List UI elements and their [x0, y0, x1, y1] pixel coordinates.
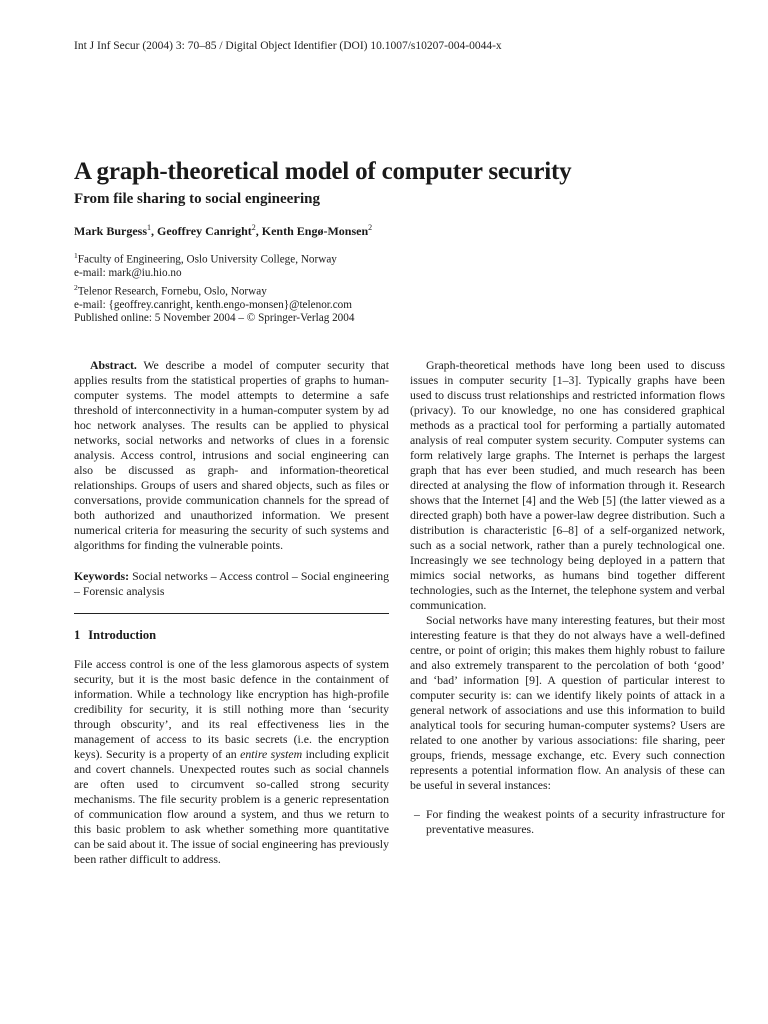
section-number: 1	[74, 628, 81, 642]
section-title: Introduction	[88, 628, 157, 642]
body-paragraph: Graph-theoretical methods have long been used to discuss issues in computer security [1–3]. Typically graphs have been used to discuss trust relationships and restricted information flows (privacy). To our knowledge, no one has considered graphical methods as a practical tool for performing a partially automated analysis of real computer system security. Computer systems can form relatively large graphs. The Internet is perhaps the largest graph that has ever been studied, and much research has been directed at analysing the flow of information through it. Research shows that the Internet [4] and the Web [5] (the latter viewed as a directed graph) both have a power-law degree distribution. Such a distribution is characteristic [6–8] of a self-organized network, such as a social network, rather than a purely technological one. Increasingly we see technology being deployed in a pattern that mimics social networks, as humans bind together different technologies, such as the Internet, the telephone system and verbal communication.	[410, 358, 725, 612]
emphasis-text: entire system	[240, 747, 303, 761]
instances-list	[410, 807, 725, 837]
body-paragraph: Social networks have many interesting features, but their most interesting feature is that they do not always have a well-defined centre, or point of origin; this makes them highly robust to failure and also extremely transparent to the percolation of both ‘good’ and ‘bad’ information [9]. A question of particular interest to computer security is: can we identify likely points of attack in a general network of associations and use this information to build analytical tools for securing human-computer systems? Users are related to one another by various associations: file sharing, peer groups, friends, message exchange, etc. Every such connection represents a potential information flow. An analysis of these can be useful in several instances:	[410, 613, 725, 792]
paper-title: A graph-theoretical model of computer security	[74, 158, 572, 185]
intro-paragraph: File access control is one of the less glamorous aspects of system security, but it is the most basic defence in the containment of information. While a technology like encryption has high-profile credibility for security, it is still nothing more than ‘security through obscurity’, and its real effectiveness lies in the management of access to its basic secrets (i.e. the encryption keys). Security is a property of an entire system including explicit and covert channels. Unexpected routes such as social channels are often used to circumvent so-called strong security mechanisms. The file security problem is a generic representation of communication flow around a system, and thus we return to this basic problem to ask whether something more quantitative can be said about it. The issue of social engineering has previously been rather difficult to address.	[74, 657, 390, 866]
author-name: Kenth Engø-Monsen	[261, 224, 369, 238]
right-column	[410, 358, 725, 837]
affiliation-1-email: e-mail: mark@iu.hio.no	[74, 267, 182, 280]
publication-date: Published online: 5 November 2004 – © Springer-Verlag 2004	[74, 312, 355, 324]
affiliation-1: $^1$Faculty of Engineering, Oslo University College, Norway	[74, 251, 337, 266]
abstract-text: We describe a model of computer security that applies results from the statistical properties of graphs to human-computer systems. The model attempts to determine a safe threshold of interconnectivity in a human-computer system by ad hoc network analyses. The results can be applied to physical networks, social networks and networks of clues in a forensic analysis. Access control, intrusions and social engineering can also be discussed as graph- and information-theoretical relationships. Groups of users and shared objects, such as files or conversations, provide communication channels for the spread of both authorized and unauthorized information. We present numerical criteria for measuring the security of such systems and algorithms for finding the vulnerable points.	[74, 358, 389, 552]
affiliation-2-email: e-mail: {geoffrey.canright, kenth.engo-monsen}@telenor.com	[74, 298, 352, 311]
author-name: Geoffrey Canright	[157, 224, 252, 238]
author-name: Mark Burgess	[74, 224, 147, 238]
abstract	[74, 358, 389, 553]
journal-header: Int J Inf Secur (2004) 3: 70–85 / Digital Object Identifier (DOI) 10.1007/s10207-004-0044-x	[74, 40, 502, 52]
author-list: Mark Burgess$^1$, Geoffrey Canright$^2$, Kenth Engø-Monsen$^2$	[74, 223, 373, 238]
paper-subtitle: From file sharing to social engineering	[74, 191, 320, 207]
keywords-label: Keywords:	[74, 569, 130, 583]
keywords	[74, 569, 389, 599]
left-column	[74, 358, 389, 867]
divider-rule	[74, 613, 389, 614]
author-affil-marker: 1	[147, 223, 151, 232]
keywords-text: Social networks – Access control – Social engineering – Forensic analysis	[74, 569, 389, 598]
author-affil-marker: 2	[368, 223, 373, 232]
author-affil-marker: 2	[251, 223, 256, 232]
affiliations	[74, 249, 352, 312]
affiliation-2: $^2$Telenor Research, Fornebu, Oslo, Norway	[74, 282, 267, 298]
abstract-label: Abstract.	[90, 358, 137, 372]
list-item: – For finding the weakest points of a security infrastructure for preventative measures.	[410, 807, 725, 837]
section-heading	[74, 628, 389, 643]
